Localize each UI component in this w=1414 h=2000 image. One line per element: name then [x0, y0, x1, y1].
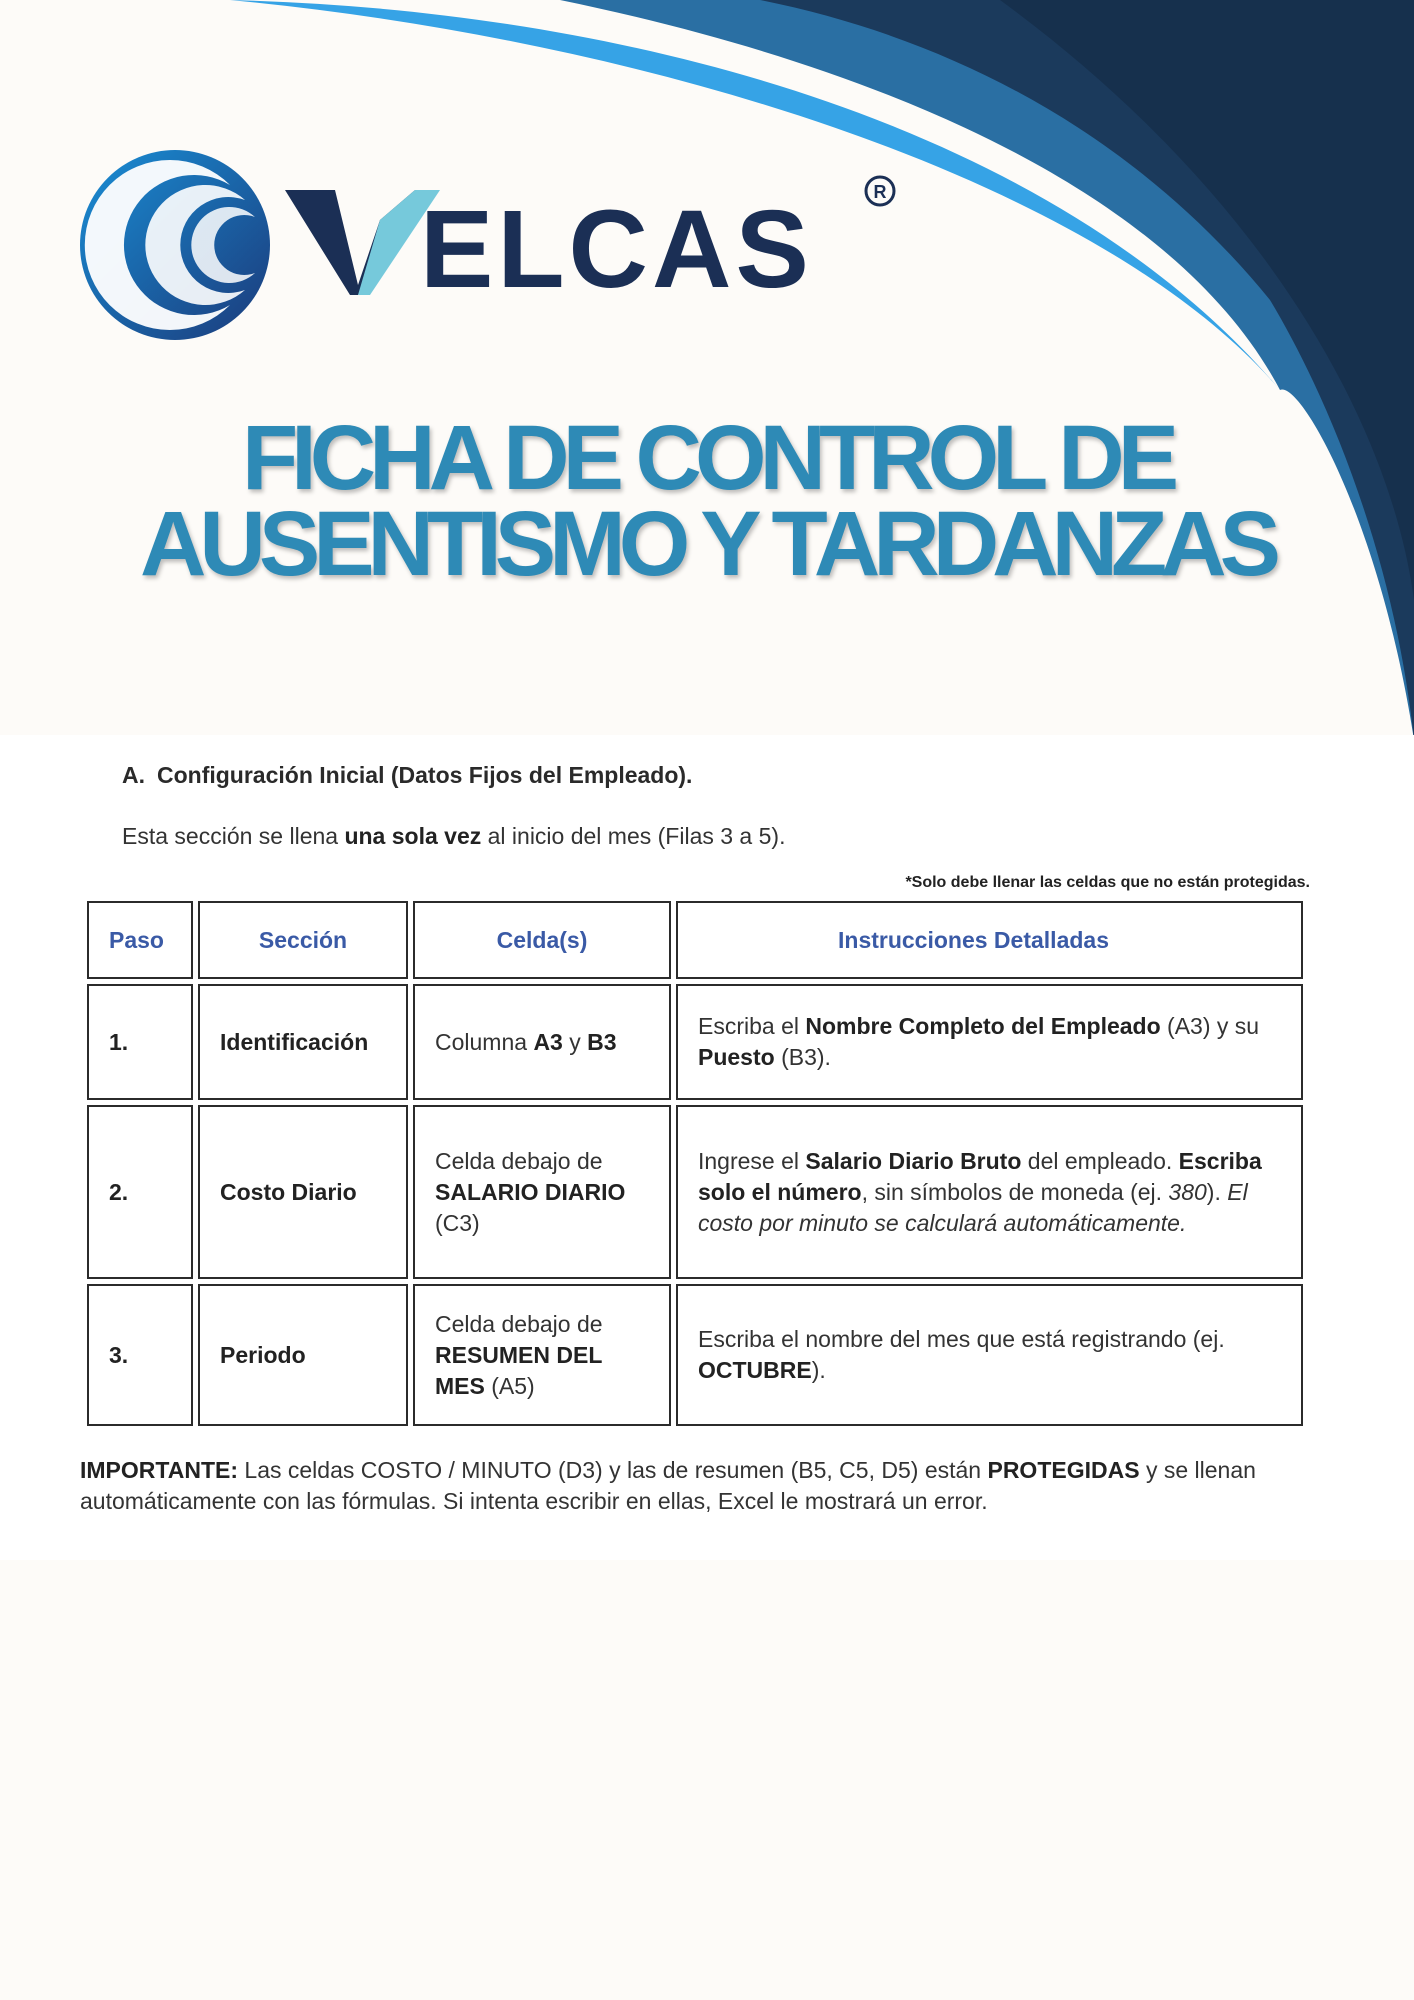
registered-mark: R [873, 182, 887, 202]
important-note: IMPORTANTE: Las celdas COSTO / MINUTO (D3) y las de resumen (B5, C5, D5) están PROTEGIDAS y se llenan automáticamente con las fórmulas. Si intenta escribir en ellas, Excel le mostrará un error. [80, 1457, 1256, 1514]
table-row [87, 984, 1303, 1100]
velcas-logo [80, 145, 920, 345]
protected-cells-note: *Solo debe llenar las celdas que no están protegidas. [905, 874, 1310, 891]
step-number: 2. [87, 1105, 193, 1279]
step-instructions: Escriba el nombre del mes que está registrando (ej. OCTUBRE). [676, 1284, 1303, 1426]
step-section: Identificación [198, 984, 408, 1100]
table-header-row [87, 901, 1303, 979]
step-section: Costo Diario [198, 1105, 408, 1279]
section-heading [122, 762, 692, 789]
step-number: 3. [87, 1284, 193, 1426]
document-title [0, 407, 1414, 595]
step-cells: Celda debajo de RESUMEN DEL MES (A5) [413, 1284, 671, 1426]
header-swoosh [0, 0, 1414, 800]
table-row [87, 1284, 1303, 1426]
title-line-1: FICHA DE CONTROL DE [241, 407, 1173, 509]
step-instructions: Ingrese el Salario Diario Bruto del empleado. Escriba solo el número, sin símbolos de moneda (ej. 380). El costo por minuto se calculará automáticamente. [676, 1105, 1303, 1279]
section-heading-text: Configuración Inicial (Datos Fijos del Empleado). [157, 762, 693, 788]
header-seccion: Sección [198, 901, 408, 979]
velcas-logo-mark [80, 145, 920, 345]
step-section: Periodo [198, 1284, 408, 1426]
section-intro [122, 823, 785, 850]
header-instrucciones: Instrucciones Detalladas [676, 901, 1303, 979]
section-letter: A. [122, 762, 145, 788]
intro-bold: una sola vez [344, 823, 482, 849]
logo-wordmark: ELCAS [420, 188, 813, 311]
table-row [87, 1105, 1303, 1279]
important-label: IMPORTANTE: [80, 1457, 239, 1483]
intro-text-end: al inicio del mes (Filas 3 a 5). [481, 823, 786, 849]
intro-text: Esta sección se llena [122, 823, 345, 849]
instructions-table [82, 896, 1308, 1431]
step-cells: Columna A3 y B3 [413, 984, 671, 1100]
step-cells: Celda debajo de SALARIO DIARIO (C3) [413, 1105, 671, 1279]
header-paso: Paso [87, 901, 193, 979]
title-line-2: AUSENTISMO Y TARDANZAS [139, 493, 1275, 595]
step-number: 1. [87, 984, 193, 1100]
step-instructions: Escriba el Nombre Completo del Empleado (A3) y su Puesto (B3). [676, 984, 1303, 1100]
header-celdas: Celda(s) [413, 901, 671, 979]
